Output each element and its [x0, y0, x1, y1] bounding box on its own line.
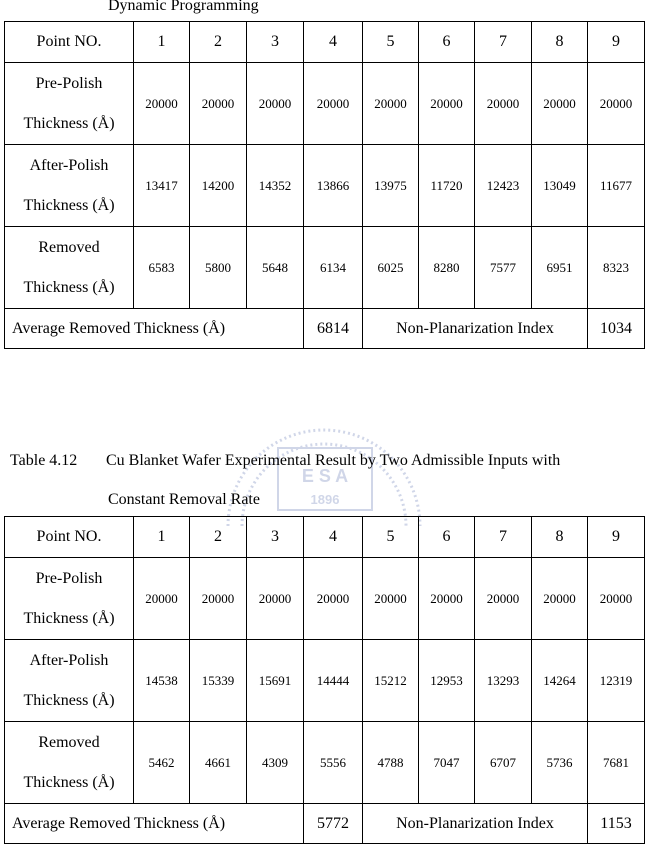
table-cell: 5800	[190, 227, 247, 309]
table-cell: 20000	[588, 63, 645, 145]
table-cell: 20000	[532, 558, 588, 640]
point-number: 4	[304, 517, 363, 558]
table-row	[5, 145, 645, 227]
avg-removed-label: Average Removed Thickness (Å)	[5, 309, 304, 349]
table-cell: 13866	[304, 145, 363, 227]
table-cell: 15691	[247, 640, 304, 722]
seal-year: 1896	[310, 492, 340, 507]
table-caption-line2	[108, 491, 260, 509]
table-cell: 20000	[532, 63, 588, 145]
header-cell: Point NO.	[5, 517, 134, 558]
table-cell: 20000	[363, 558, 419, 640]
point-number: 9	[588, 22, 645, 63]
table-cell: 11677	[588, 145, 645, 227]
row-label	[5, 145, 134, 227]
table-cell: 6134	[304, 227, 363, 309]
row-label-line: Thickness (Å)	[23, 278, 115, 296]
table-cell: 4661	[190, 722, 247, 804]
results-table-2	[4, 516, 645, 844]
table-cell: 14200	[190, 145, 247, 227]
table-cell: 13975	[363, 145, 419, 227]
row-label-line: Thickness (Å)	[23, 691, 115, 709]
row-label-line: After-Polish	[29, 651, 109, 669]
table-cell: 20000	[304, 558, 363, 640]
table-cell: 20000	[363, 63, 419, 145]
table-cell: 5462	[134, 722, 190, 804]
table-cell: 20000	[247, 63, 304, 145]
table-cell: 5648	[247, 227, 304, 309]
row-label-line: Thickness (Å)	[23, 196, 115, 214]
row-label	[5, 722, 134, 804]
row-label	[5, 227, 134, 309]
row-label-line: Removed	[38, 238, 100, 256]
point-number: 7	[475, 22, 532, 63]
table-row	[5, 63, 645, 145]
table-caption	[10, 452, 560, 470]
table-cell: 13049	[532, 145, 588, 227]
caption-line: Dynamic Programming	[108, 0, 259, 14]
table-row	[5, 558, 645, 640]
point-number: 6	[419, 22, 475, 63]
table-row	[5, 227, 645, 309]
table-cell: 20000	[304, 63, 363, 145]
table-cell: 15339	[190, 640, 247, 722]
table-cell: 20000	[134, 63, 190, 145]
header-cell: Point NO.	[5, 22, 134, 63]
summary-row	[5, 309, 645, 349]
row-label	[5, 558, 134, 640]
point-number: 5	[363, 22, 419, 63]
npi-label: Non-Planarization Index	[363, 309, 588, 349]
table-cell: 12953	[419, 640, 475, 722]
table-cell: 8323	[588, 227, 645, 309]
table-cell: 20000	[190, 63, 247, 145]
table-cell: 13293	[475, 640, 532, 722]
table-cell: 4309	[247, 722, 304, 804]
npi-value: 1034	[588, 309, 645, 349]
seal-letters: E S A	[301, 466, 349, 486]
caption-line: Constant Removal Rate	[108, 491, 260, 508]
table-cell: 7681	[588, 722, 645, 804]
table-cell: 20000	[475, 63, 532, 145]
table-header-row	[5, 22, 645, 63]
row-label	[5, 640, 134, 722]
table-cell: 13417	[134, 145, 190, 227]
point-number: 8	[532, 517, 588, 558]
table-cell: 14352	[247, 145, 304, 227]
table-header-row	[5, 517, 645, 558]
table-row	[5, 722, 645, 804]
table-cell: 5556	[304, 722, 363, 804]
table-cell: 7577	[475, 227, 532, 309]
point-number: 3	[247, 22, 304, 63]
table-cell: 6951	[532, 227, 588, 309]
row-label-line: Thickness (Å)	[23, 609, 115, 627]
table-cell: 15212	[363, 640, 419, 722]
table-cell: 6707	[475, 722, 532, 804]
table-number: Table 4.12	[10, 452, 78, 469]
results-table-1	[4, 21, 645, 349]
point-number: 7	[475, 517, 532, 558]
table-cell: 8280	[419, 227, 475, 309]
row-label-line: After-Polish	[29, 156, 109, 174]
npi-label: Non-Planarization Index	[363, 804, 588, 844]
table-cell: 20000	[134, 558, 190, 640]
point-number: 2	[190, 22, 247, 63]
row-label	[5, 63, 134, 145]
row-label-line: Pre-Polish	[35, 74, 103, 92]
point-number: 3	[247, 517, 304, 558]
table-cell: 14264	[532, 640, 588, 722]
avg-removed-value: 5772	[304, 804, 363, 844]
caption-line: Cu Blanket Wafer Experimental Result by Two Admissible Inputs with	[106, 452, 561, 469]
row-label-line: Pre-Polish	[35, 569, 103, 587]
point-number: 2	[190, 517, 247, 558]
table-cell: 7047	[419, 722, 475, 804]
table-cell: 20000	[419, 558, 475, 640]
table-cell: 12319	[588, 640, 645, 722]
point-number: 8	[532, 22, 588, 63]
avg-removed-label: Average Removed Thickness (Å)	[5, 804, 304, 844]
row-label-line: Removed	[38, 733, 100, 751]
table-cell: 20000	[419, 63, 475, 145]
table-cell: 20000	[588, 558, 645, 640]
summary-row	[5, 804, 645, 844]
table-cell: 12423	[475, 145, 532, 227]
table-cell: 6583	[134, 227, 190, 309]
point-number: 1	[134, 22, 190, 63]
point-number: 6	[419, 517, 475, 558]
table-cell: 14538	[134, 640, 190, 722]
npi-value: 1153	[588, 804, 645, 844]
table-cell: 4788	[363, 722, 419, 804]
point-number: 5	[363, 517, 419, 558]
point-number: 9	[588, 517, 645, 558]
point-number: 1	[134, 517, 190, 558]
table-cell: 5736	[532, 722, 588, 804]
table-cell: 14444	[304, 640, 363, 722]
avg-removed-value: 6814	[304, 309, 363, 349]
table-caption-continuation	[108, 0, 259, 15]
table-cell: 11720	[419, 145, 475, 227]
table-cell: 20000	[247, 558, 304, 640]
table-cell: 6025	[363, 227, 419, 309]
table-cell: 20000	[475, 558, 532, 640]
table-row	[5, 640, 645, 722]
table-cell: 20000	[190, 558, 247, 640]
row-label-line: Thickness (Å)	[23, 773, 115, 791]
point-number: 4	[304, 22, 363, 63]
row-label-line: Thickness (Å)	[23, 114, 115, 132]
